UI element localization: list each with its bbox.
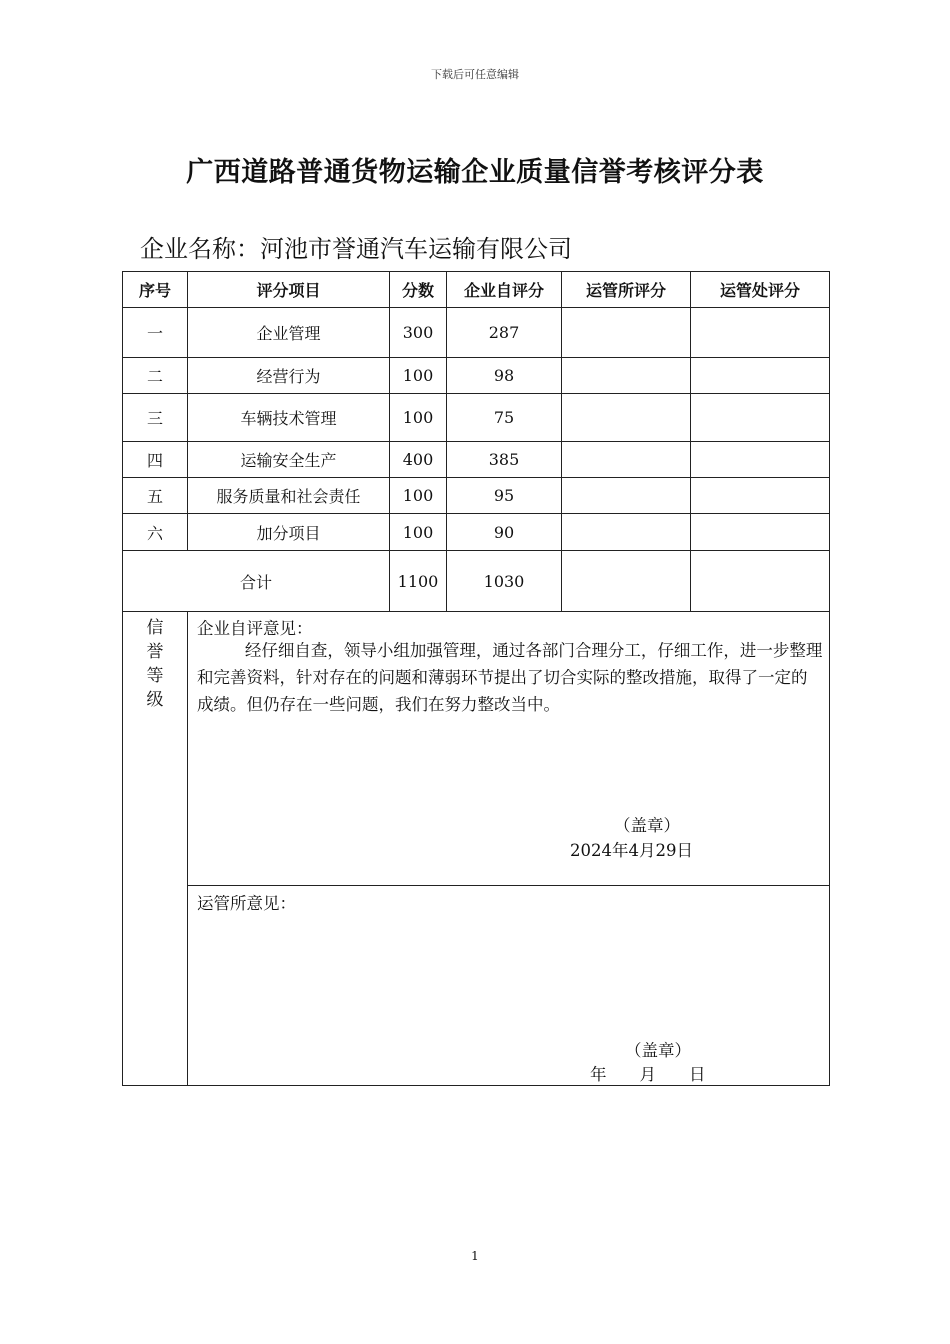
row-no: 六: [123, 514, 188, 551]
row-station-score: [562, 514, 691, 551]
self-opinion-row: [123, 612, 830, 886]
table-row: [123, 308, 830, 358]
header-self-score: 企业自评分: [447, 272, 562, 308]
table-row: [123, 358, 830, 394]
total-station-score: [562, 551, 691, 612]
row-office-score: [691, 478, 830, 514]
score-table: [122, 271, 830, 1086]
station-opinion-row: [123, 886, 830, 1086]
table-row: [123, 394, 830, 442]
header-no: 序号: [123, 272, 188, 308]
page-number: 1: [471, 1249, 479, 1263]
station-opinion-date: 年 月 日: [590, 1065, 706, 1084]
header-office-score: 运管处评分: [691, 272, 830, 308]
self-opinion-stamp: （盖章）: [614, 816, 680, 835]
credit-level-label: [123, 612, 188, 1086]
row-item: 企业管理: [188, 308, 390, 358]
table-header-row: [123, 272, 830, 308]
row-no: 四: [123, 442, 188, 478]
row-no: 二: [123, 358, 188, 394]
page-title: 广西道路普通货物运输企业质量信誉考核评分表: [186, 157, 764, 188]
credit-level-char: 誉: [146, 642, 164, 662]
row-self-score: 95: [447, 478, 562, 514]
row-station-score: [562, 442, 691, 478]
row-self-score: 385: [447, 442, 562, 478]
row-score: 100: [390, 514, 447, 551]
row-score: 100: [390, 394, 447, 442]
row-office-score: [691, 358, 830, 394]
total-score: 1100: [390, 551, 447, 612]
station-opinion-label: 运管所意见：: [197, 894, 296, 913]
row-no: 一: [123, 308, 188, 358]
row-item: 经营行为: [188, 358, 390, 394]
credit-level-char: 等: [146, 666, 164, 686]
header-item: 评分项目: [188, 272, 390, 308]
station-opinion-stamp: （盖章）: [625, 1041, 691, 1060]
total-self-score: 1030: [447, 551, 562, 612]
station-opinion-cell: [188, 886, 830, 1086]
self-opinion-cell: [188, 612, 830, 886]
row-office-score: [691, 394, 830, 442]
total-label: 合计: [123, 551, 390, 612]
row-score: 100: [390, 358, 447, 394]
row-score: 300: [390, 308, 447, 358]
total-office-score: [691, 551, 830, 612]
row-self-score: 98: [447, 358, 562, 394]
row-self-score: 287: [447, 308, 562, 358]
header-note: 下载后可任意编辑: [431, 68, 519, 81]
self-opinion-text: 经仔细自查，领导小组加强管理，通过各部门合理分工，仔细工作，进一步整理和完善资料，针对存在的问题和薄弱环节提出了切合实际的整改措施，取得了一定的成绩。但仍存在一些问题，我们在努力整改当中。: [197, 641, 823, 714]
row-no: 三: [123, 394, 188, 442]
row-item: 运输安全生产: [188, 442, 390, 478]
table-row: [123, 478, 830, 514]
header-score: 分数: [390, 272, 447, 308]
credit-level-char: 信: [146, 618, 164, 638]
row-station-score: [562, 358, 691, 394]
self-opinion-date: 2024年4月29日: [570, 841, 693, 860]
self-opinion-label: 企业自评意见：: [197, 619, 313, 638]
header-station-score: 运管所评分: [562, 272, 691, 308]
table-row: [123, 514, 830, 551]
row-item: 加分项目: [188, 514, 390, 551]
row-no: 五: [123, 478, 188, 514]
row-self-score: 75: [447, 394, 562, 442]
row-item: 服务质量和社会责任: [188, 478, 390, 514]
table-row: [123, 442, 830, 478]
row-score: 100: [390, 478, 447, 514]
company-name: 企业名称：河池市誉通汽车运输有限公司: [140, 235, 572, 263]
row-station-score: [562, 394, 691, 442]
row-station-score: [562, 308, 691, 358]
row-score: 400: [390, 442, 447, 478]
total-row: [123, 551, 830, 612]
row-office-score: [691, 442, 830, 478]
credit-level-char: 级: [146, 690, 164, 710]
row-item: 车辆技术管理: [188, 394, 390, 442]
row-station-score: [562, 478, 691, 514]
row-office-score: [691, 514, 830, 551]
row-office-score: [691, 308, 830, 358]
row-self-score: 90: [447, 514, 562, 551]
